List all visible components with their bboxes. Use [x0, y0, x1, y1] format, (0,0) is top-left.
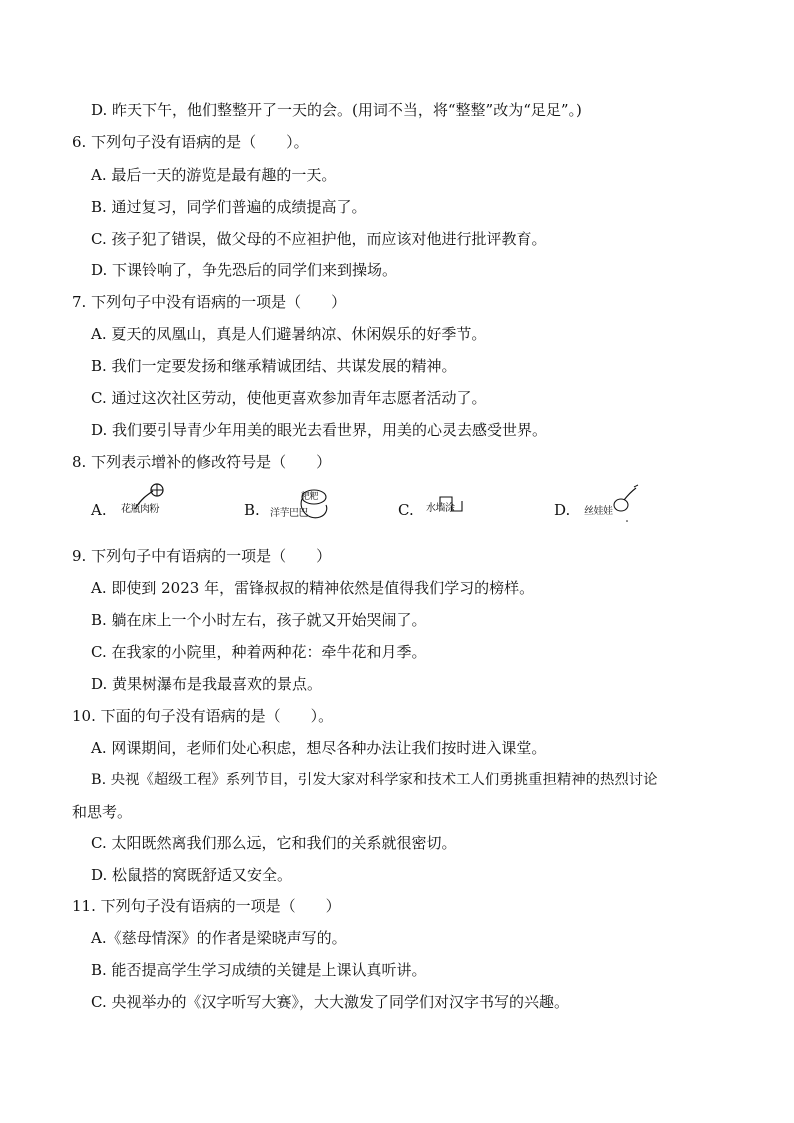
q8-option-c-label: C.	[398, 501, 414, 519]
q8-option-a-text: 花瓶肉粉	[121, 504, 159, 515]
q7-option-a: A. 夏天的凤凰山，真是人们避暑纳凉、休闲娱乐的好季节。	[91, 325, 487, 343]
q11-option-c: C. 央视举办的《汉字听写大赛》，大大激发了同学们对汉字书写的兴趣。	[91, 993, 569, 1011]
q5-option-d: D. 昨天下午，他们整整开了一天的会。(用词不当，将“整整”改为“足足”。)	[91, 101, 582, 119]
deletion-mark-icon	[121, 487, 181, 527]
question-10: 10. 下面的句子没有语病的是（ ）。	[72, 707, 334, 725]
q8-option-d-label: D.	[554, 501, 571, 519]
q6-option-c: C. 孩子犯了错误，做父母的不应袒护他，而应该对他进行批评教育。	[91, 230, 547, 248]
delete-loop-mark-icon	[584, 487, 644, 531]
q10-option-c: C. 太阳既然离我们那么远，它和我们的关系就很密切。	[91, 834, 457, 852]
q7-option-c: C. 通过这次社区劳动，使他更喜欢参加青年志愿者活动了。	[91, 389, 487, 407]
q11-option-b: B. 能否提高学生学习成绩的关键是上课认真听讲。	[91, 961, 427, 979]
question-8: 8. 下列表示增补的修改符号是（ ）	[72, 453, 332, 471]
q7-option-d: D. 我们要引导青少年用美的眼光去看世界，用美的心灵去感受世界。	[91, 421, 548, 439]
q8-option-c-text: 水墙涂	[426, 503, 455, 514]
q8-option-b-text: 洋芋巴巴	[270, 508, 308, 519]
q9-option-d: D. 黄果树瀑布是我最喜欢的景点。	[91, 675, 323, 693]
q8-option-b	[244, 493, 364, 533]
q9-option-a: A. 即使到 2023 年，雷锋叔叔的精神依然是值得我们学习的榜样。	[91, 579, 535, 597]
q8-option-d-text: 丝娃娃	[584, 506, 613, 517]
question-6: 6. 下列句子没有语病的是（ ）。	[72, 133, 309, 151]
q8-option-b-label: B.	[244, 501, 260, 519]
q11-option-a: A.《慈母情深》的作者是梁晓声写的。	[91, 929, 347, 947]
question-11: 11. 下列句子没有语病的一项是（ ）	[72, 897, 341, 915]
q8-symbol-options	[0, 493, 794, 533]
q8-option-b-added-text: 粑粑	[301, 492, 319, 502]
q10-option-b-continued: 和思考。	[72, 803, 133, 821]
q9-option-b: B. 躺在床上一个小时左右，孩子就又开始哭闹了。	[91, 611, 427, 629]
q8-option-a-label: A.	[91, 501, 107, 519]
q8-option-d	[554, 493, 674, 533]
q8-option-a	[91, 493, 211, 533]
transposition-mark-icon	[426, 487, 486, 527]
q8-option-c	[398, 493, 518, 533]
q6-option-a: A. 最后一天的游览是最有趣的一天。	[91, 166, 337, 184]
q6-option-d: D. 下课铃响了，争先恐后的同学们来到操场。	[91, 261, 398, 279]
insertion-mark-icon	[268, 487, 358, 531]
q10-option-d: D. 松鼠搭的窝既舒适又安全。	[91, 866, 293, 884]
q10-option-b: B. 央视《超级工程》系列节目，引发大家对科学家和技术工人们勇挑重担精神的热烈讨论	[91, 772, 658, 788]
question-9: 9. 下列句子中有语病的一项是（ ）	[72, 547, 332, 565]
q6-option-b: B. 通过复习，同学们普遍的成绩提高了。	[91, 198, 367, 216]
question-7: 7. 下列句子中没有语病的一项是（ ）	[72, 293, 347, 311]
q9-option-c: C. 在我家的小院里，种着两种花：牵牛花和月季。	[91, 643, 427, 661]
q7-option-b: B. 我们一定要发扬和继承精诚团结、共谋发展的精神。	[91, 357, 457, 375]
q10-option-a: A. 网课期间，老师们处心积虑，想尽各种办法让我们按时进入课堂。	[91, 739, 547, 757]
